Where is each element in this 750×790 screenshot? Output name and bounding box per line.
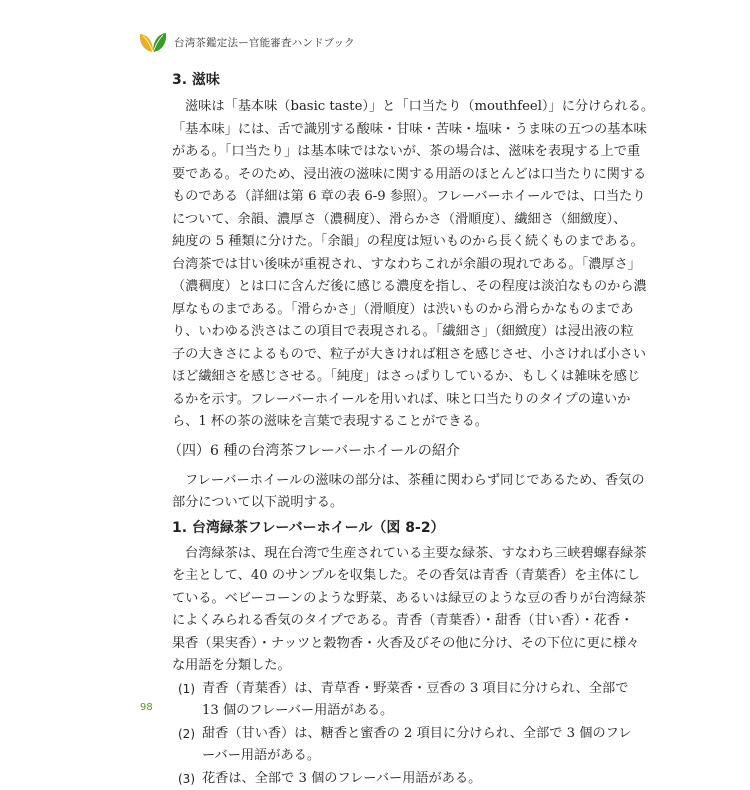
paragraph-line: がある。「口当たり」は基本味ではないが、茶の場合は、滋味を表現する上で重: [172, 141, 592, 164]
section-heading-taste: 3. 滋味: [172, 68, 592, 92]
paragraph-line: 部分について以下説明する。: [172, 492, 592, 515]
paragraph-line: について、余韻、濃厚さ（濃稠度）、滑らかさ（滑順度）、繊細さ（細緻度）、: [172, 209, 592, 232]
paragraph-line: ら、1 杯の茶の滋味を言葉で表現することができる。: [172, 411, 592, 434]
list-item-line: 甜香（甘い香）は、糖香と蜜香の 2 項目に分けられ、全部で 3 個のフレ: [202, 723, 592, 746]
paragraph-line: 要である。そのため、浸出液の滋味に関する用語のほとんどは口当たりに関する: [172, 164, 592, 187]
list-item-number: (1): [178, 678, 195, 701]
paragraph-line: るかを示す。フレーバーホイールを用いれば、味と口当たりのタイプの違いか: [172, 389, 592, 412]
paragraph-line: 「基本味」には、舌で識別する酸味・甘味・苦味・塩味・うま味の五つの基本味: [172, 119, 592, 142]
paragraph-line: フレーバーホイールの滋味の部分は、茶種に関わらず同じであるため、香気の: [172, 470, 592, 493]
list-item-line: 青香（青葉香）は、青草香・野菜香・豆香の 3 項目に分けられ、全部で: [202, 678, 592, 701]
page-number: 98: [140, 702, 153, 713]
list-item-line: ーバー用語がある。: [202, 745, 592, 768]
list-item: [172, 723, 592, 768]
list-item: [172, 678, 592, 723]
paragraph-line: 台湾緑茶は、現在台湾で生産されている主要な緑茶、すなわち三峡碧螺春緑茶: [172, 543, 592, 566]
running-header: [138, 30, 355, 54]
paragraph-line: 滋味は「基本味（basic taste）」と「口当たり（mouthfeel）」に分けられる。: [172, 96, 592, 119]
header-title: 台湾茶鑑定法ー官能審査ハンドブック: [174, 35, 355, 50]
section-heading-flavor-wheels: （四）6 種の台湾茶フレーバーホイールの紹介: [168, 438, 592, 464]
paragraph-line: ている。ベビーコーンのような野菜、あるいは緑豆のような豆の香りが台湾緑茶: [172, 588, 592, 611]
paragraph-line: ほど繊細さを感じさせる。「純度」はさっぱりしているか、もしくは雑味を感じ: [172, 366, 592, 389]
tea-leaf-logo-icon: [138, 31, 168, 53]
paragraph-line: な用語を分類した。: [172, 655, 592, 678]
main-content: [172, 68, 592, 790]
flavor-wheel-intro-paragraph: [172, 470, 592, 515]
paragraph-line: 台湾茶では甘い後味が重視され、すなわちこれが余韻の現れである。「濃厚さ」: [172, 254, 592, 277]
list-item-line: 13 個のフレーバー用語がある。: [202, 700, 592, 723]
paragraph-line: 厚なものまである。「滑らかさ」（滑順度）は渋いものから滑らかなものまであ: [172, 299, 592, 322]
list-item-line: 花香は、全部で 3 個のフレーバー用語がある。: [202, 768, 592, 790]
list-item-number: (3): [178, 768, 195, 790]
paragraph-line: ものである（詳細は第 6 章の表 6-9 参照）。フレーバーホイールでは、口当たり: [172, 186, 592, 209]
list-item: [172, 768, 592, 790]
paragraph-line: り、いわゆる渋さはこの項目で表現される。「繊細さ」（細緻度）は浸出液の粒: [172, 321, 592, 344]
list-item-number: (2): [178, 723, 195, 746]
paragraph-line: 果香（果実香）・ナッツと穀物香・火香及びその他に分け、その下位に更に様々: [172, 633, 592, 656]
aroma-category-list: [172, 678, 592, 790]
subsection-heading-green-tea: 1. 台湾緑茶フレーバーホイール（図 8-2）: [172, 515, 592, 541]
paragraph-line: によくみられる香気のタイプである。青香（青葉香）・甜香（甘い香）・花香・: [172, 610, 592, 633]
paragraph-line: 純度の 5 種類に分けた。「余韻」の程度は短いものから長く続くものまである。: [172, 231, 592, 254]
paragraph-line: 子の大きさによるもので、粒子が大きければ粗さを感じさせ、小さければ小さい: [172, 344, 592, 367]
green-tea-paragraph: [172, 543, 592, 678]
paragraph-line: を主として、40 のサンプルを収集した。その香気は青香（青葉香）を主体にし: [172, 565, 592, 588]
paragraph-line: （濃稠度）とは口に含んだ後に感じる濃度を指し、その程度は淡泊なものから濃: [172, 276, 592, 299]
taste-paragraph: [172, 96, 592, 434]
